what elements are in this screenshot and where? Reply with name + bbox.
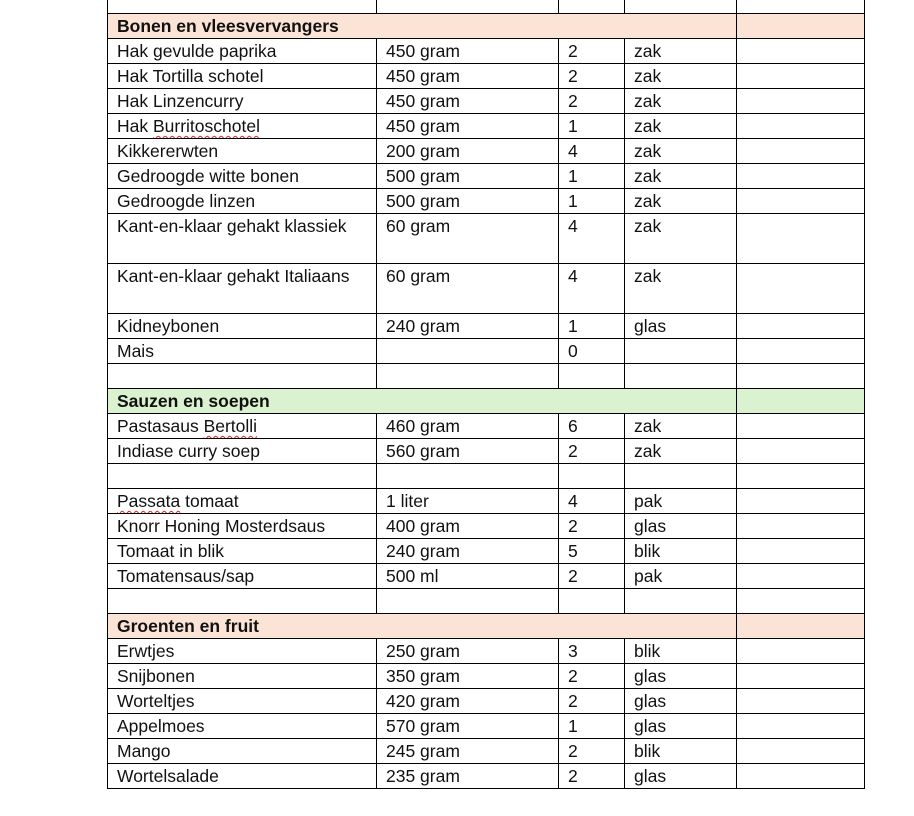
item-notes-cell[interactable]: [737, 64, 865, 89]
item-unit[interactable]: blik: [625, 739, 737, 764]
item-unit[interactable]: zak: [625, 439, 737, 464]
item-notes-cell[interactable]: [737, 539, 865, 564]
item-unit[interactable]: zak: [625, 164, 737, 189]
empty-cell[interactable]: [559, 0, 625, 14]
item-notes-cell[interactable]: [737, 714, 865, 739]
empty-cell[interactable]: [559, 589, 625, 614]
item-quantity[interactable]: 4: [559, 214, 625, 264]
table-row: [108, 114, 865, 139]
category-extra-cell[interactable]: [737, 614, 865, 639]
table-row: [108, 664, 865, 689]
item-name[interactable]: Tomaat in blik: [108, 539, 377, 564]
empty-cell[interactable]: [625, 0, 737, 14]
item-name[interactable]: Hak gevulde paprika: [108, 39, 377, 64]
item-notes-cell[interactable]: [737, 414, 865, 439]
item-unit[interactable]: glas: [625, 664, 737, 689]
empty-cell[interactable]: [625, 464, 737, 489]
item-quantity[interactable]: 2: [559, 739, 625, 764]
item-amount[interactable]: 450 gram: [377, 39, 559, 64]
item-notes-cell[interactable]: [737, 314, 865, 339]
item-quantity[interactable]: 1: [559, 314, 625, 339]
item-notes-cell[interactable]: [737, 139, 865, 164]
table-row: [108, 414, 865, 439]
item-notes-cell[interactable]: [737, 664, 865, 689]
item-amount[interactable]: 245 gram: [377, 739, 559, 764]
item-unit[interactable]: glas: [625, 714, 737, 739]
item-amount[interactable]: 235 gram: [377, 764, 559, 789]
item-quantity[interactable]: 6: [559, 414, 625, 439]
item-notes-cell[interactable]: [737, 189, 865, 214]
item-unit[interactable]: zak: [625, 214, 737, 264]
item-amount[interactable]: 500 gram: [377, 164, 559, 189]
item-quantity[interactable]: 1: [559, 714, 625, 739]
item-unit[interactable]: zak: [625, 139, 737, 164]
empty-cell[interactable]: [108, 589, 377, 614]
item-name[interactable]: Knorr Honing Mosterdsaus: [108, 514, 377, 539]
table-row: [108, 739, 865, 764]
item-quantity[interactable]: 5: [559, 539, 625, 564]
item-quantity[interactable]: 2: [559, 89, 625, 114]
item-unit[interactable]: zak: [625, 89, 737, 114]
item-amount[interactable]: 240 gram: [377, 539, 559, 564]
item-notes-cell[interactable]: [737, 689, 865, 714]
empty-cell[interactable]: [559, 364, 625, 389]
item-name[interactable]: Appelmoes: [108, 714, 377, 739]
item-amount[interactable]: 350 gram: [377, 664, 559, 689]
item-amount[interactable]: 500 ml: [377, 564, 559, 589]
item-notes-cell[interactable]: [737, 264, 865, 314]
item-unit[interactable]: zak: [625, 39, 737, 64]
item-name[interactable]: Hak Tortilla schotel: [108, 64, 377, 89]
item-name[interactable]: [108, 414, 377, 439]
item-unit[interactable]: glas: [625, 514, 737, 539]
empty-cell[interactable]: [108, 464, 377, 489]
item-amount[interactable]: 60 gram: [377, 214, 559, 264]
item-quantity[interactable]: 2: [559, 64, 625, 89]
item-unit[interactable]: glas: [625, 689, 737, 714]
item-name[interactable]: Gedroogde linzen: [108, 189, 377, 214]
table-row: [108, 139, 865, 164]
empty-cell[interactable]: [377, 364, 559, 389]
item-name-text: Hak: [117, 116, 153, 136]
item-name[interactable]: [108, 489, 377, 514]
item-quantity[interactable]: 1: [559, 189, 625, 214]
item-name[interactable]: Gedroogde witte bonen: [108, 164, 377, 189]
item-notes-cell[interactable]: [737, 439, 865, 464]
item-notes-cell[interactable]: [737, 339, 865, 364]
item-amount[interactable]: 60 gram: [377, 264, 559, 314]
item-name[interactable]: [108, 114, 377, 139]
item-unit[interactable]: [625, 339, 737, 364]
blank-row: [108, 464, 865, 489]
item-notes-cell[interactable]: [737, 164, 865, 189]
item-amount[interactable]: 450 gram: [377, 114, 559, 139]
table-row: [108, 639, 865, 664]
item-amount[interactable]: 460 gram: [377, 414, 559, 439]
table-row: [108, 64, 865, 89]
category-header-row: [108, 14, 865, 39]
item-quantity[interactable]: 4: [559, 139, 625, 164]
category-header[interactable]: Sauzen en soepen: [108, 389, 737, 414]
item-amount[interactable]: 1 liter: [377, 489, 559, 514]
item-notes-cell[interactable]: [737, 214, 865, 264]
table-row: [108, 39, 865, 64]
item-name[interactable]: Wortelsalade: [108, 764, 377, 789]
item-quantity[interactable]: 2: [559, 564, 625, 589]
item-name[interactable]: Kant-en-klaar gehakt Italiaans: [108, 264, 377, 314]
item-notes-cell[interactable]: [737, 639, 865, 664]
item-quantity[interactable]: 3: [559, 639, 625, 664]
item-name[interactable]: Tomatensaus/sap: [108, 564, 377, 589]
item-name[interactable]: Kidneybonen: [108, 314, 377, 339]
blank-row: [108, 364, 865, 389]
item-unit[interactable]: zak: [625, 414, 737, 439]
item-unit[interactable]: blik: [625, 539, 737, 564]
item-amount[interactable]: 450 gram: [377, 89, 559, 114]
item-notes-cell[interactable]: [737, 39, 865, 64]
item-quantity[interactable]: 2: [559, 689, 625, 714]
item-amount[interactable]: 450 gram: [377, 64, 559, 89]
item-unit[interactable]: pak: [625, 489, 737, 514]
item-amount[interactable]: 240 gram: [377, 314, 559, 339]
item-quantity[interactable]: 2: [559, 664, 625, 689]
table-row: [108, 439, 865, 464]
item-notes-cell[interactable]: [737, 89, 865, 114]
spelling-error-word: Burritoschotel: [152, 116, 260, 136]
table-row: [108, 264, 865, 314]
item-unit[interactable]: zak: [625, 264, 737, 314]
empty-cell[interactable]: [737, 589, 865, 614]
item-notes-cell[interactable]: [737, 114, 865, 139]
item-amount[interactable]: 400 gram: [377, 514, 559, 539]
table-row: [108, 89, 865, 114]
table-row: [108, 189, 865, 214]
category-extra-cell[interactable]: [737, 389, 865, 414]
item-name[interactable]: Hak Linzencurry: [108, 89, 377, 114]
item-unit[interactable]: glas: [625, 764, 737, 789]
item-quantity[interactable]: 0: [559, 339, 625, 364]
empty-cell[interactable]: [737, 364, 865, 389]
item-amount[interactable]: [377, 339, 559, 364]
empty-cell[interactable]: [559, 464, 625, 489]
item-quantity[interactable]: 1: [559, 114, 625, 139]
table-row: [108, 539, 865, 564]
item-notes-cell[interactable]: [737, 514, 865, 539]
table-row: [108, 764, 865, 789]
item-notes-cell[interactable]: [737, 764, 865, 789]
item-quantity[interactable]: 1: [559, 164, 625, 189]
item-amount[interactable]: 250 gram: [377, 639, 559, 664]
item-name[interactable]: Erwtjes: [108, 639, 377, 664]
item-name[interactable]: Mais: [108, 339, 377, 364]
item-name-text: tomaat: [180, 491, 239, 511]
empty-cell[interactable]: [108, 0, 377, 14]
empty-cell[interactable]: [625, 589, 737, 614]
item-quantity[interactable]: 4: [559, 264, 625, 314]
item-name[interactable]: Mango: [108, 739, 377, 764]
item-name-text: Pastasaus: [117, 416, 204, 436]
item-unit[interactable]: glas: [625, 314, 737, 339]
table-row: [108, 164, 865, 189]
item-quantity[interactable]: 2: [559, 39, 625, 64]
table-row: [108, 314, 865, 339]
table-row: [108, 339, 865, 364]
item-amount[interactable]: 200 gram: [377, 139, 559, 164]
table-row: [108, 214, 865, 264]
category-header-row: [108, 614, 865, 639]
shopping-list-table: [107, 0, 865, 789]
spelling-error-word: Bertolli: [203, 416, 258, 436]
table-row: [108, 689, 865, 714]
item-amount[interactable]: 570 gram: [377, 714, 559, 739]
empty-cell[interactable]: [377, 0, 559, 14]
item-quantity[interactable]: 2: [559, 514, 625, 539]
item-quantity[interactable]: 4: [559, 489, 625, 514]
category-header-row: [108, 389, 865, 414]
table-row: [108, 564, 865, 589]
item-unit[interactable]: blik: [625, 639, 737, 664]
item-quantity[interactable]: 2: [559, 439, 625, 464]
category-extra-cell[interactable]: [737, 14, 865, 39]
item-notes-cell[interactable]: [737, 489, 865, 514]
empty-cell[interactable]: [737, 0, 865, 14]
item-notes-cell[interactable]: [737, 739, 865, 764]
blank-row: [108, 589, 865, 614]
empty-cell[interactable]: [377, 464, 559, 489]
category-header[interactable]: Groenten en fruit: [108, 614, 737, 639]
empty-cell[interactable]: [108, 364, 377, 389]
item-name[interactable]: Kant-en-klaar gehakt klassiek: [108, 214, 377, 264]
table-body: [108, 0, 865, 789]
blank-row: [108, 0, 865, 14]
table-row: [108, 489, 865, 514]
item-unit[interactable]: zak: [625, 64, 737, 89]
item-amount[interactable]: 560 gram: [377, 439, 559, 464]
item-notes-cell[interactable]: [737, 564, 865, 589]
empty-cell[interactable]: [625, 364, 737, 389]
item-name[interactable]: Indiase curry soep: [108, 439, 377, 464]
category-header[interactable]: Bonen en vleesvervangers: [108, 14, 737, 39]
table-row: [108, 714, 865, 739]
item-name[interactable]: Kikkererwten: [108, 139, 377, 164]
item-unit[interactable]: zak: [625, 114, 737, 139]
empty-cell[interactable]: [377, 589, 559, 614]
item-amount[interactable]: 500 gram: [377, 189, 559, 214]
item-name[interactable]: Snijbonen: [108, 664, 377, 689]
item-amount[interactable]: 420 gram: [377, 689, 559, 714]
spelling-error-word: Passata: [117, 491, 181, 511]
item-unit[interactable]: pak: [625, 564, 737, 589]
item-unit[interactable]: zak: [625, 189, 737, 214]
item-name[interactable]: Worteltjes: [108, 689, 377, 714]
empty-cell[interactable]: [737, 464, 865, 489]
item-quantity[interactable]: 2: [559, 764, 625, 789]
table-row: [108, 514, 865, 539]
